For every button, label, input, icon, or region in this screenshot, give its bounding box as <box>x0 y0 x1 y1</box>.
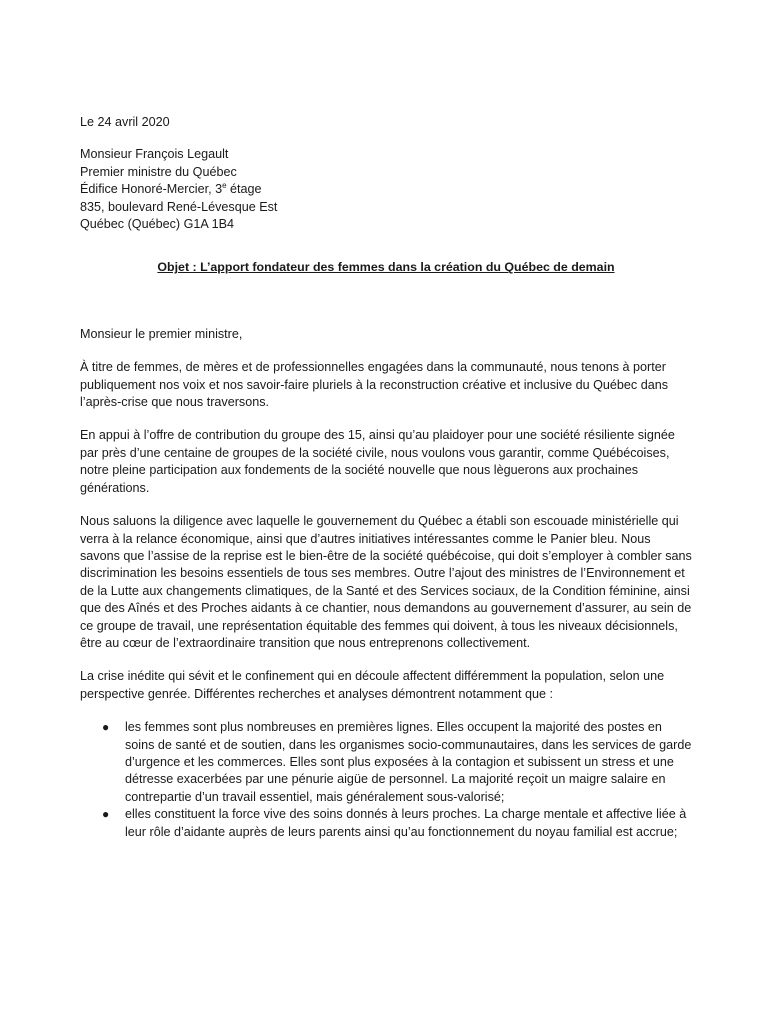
recipient-city: Québec (Québec) G1A 1B4 <box>80 217 235 232</box>
letter-date: Le 24 avril 2020 <box>80 115 170 129</box>
list-item-text: les femmes sont plus nombreuses en premières lignes. Elles occupent la majorité des postes en soins de santé et de soutien, dans les organismes socio-communautaires, dans les services de garde d’urgence et les commerces. Elles sont plus exposées à la contagion et subissent un stress et une détresse exacerbées par une pénurie aigüe de personnel. La majorité reçoit un maigre salaire en contrepartie d’un travail essentiel, mais généralement sous-valorisé; <box>125 720 692 804</box>
recipient-address <box>80 146 692 233</box>
recipient-name: Monsieur François Legault <box>80 147 229 162</box>
list-item <box>102 719 692 806</box>
floor-superscript: e <box>222 181 227 191</box>
bullet-icon: ● <box>102 807 110 822</box>
findings-list <box>80 719 692 841</box>
paragraph-intro: À titre de femmes, de mères et de professionnelles engagées dans la communauté, nous tenons à porter publiquement nos voix et nos savoir-faire pluriels à la reconstruction créative et inclusive du Québec dans l’après-crise que nous traversons. <box>80 360 669 410</box>
recipient-floor-text: étage <box>226 182 262 197</box>
letter-subject: Objet : L’apport fondateur des femmes dans la création du Québec de demain <box>157 260 615 275</box>
paragraph-crisis: La crise inédite qui sévit et le confinement qui en découle affectent différemment la population, selon une perspective genrée. Différentes recherches et analyses démontrent notamment que : <box>80 669 665 701</box>
paragraph-government: Nous saluons la diligence avec laquelle le gouvernement du Québec a établi son escouade ministérielle qui verra à la relance économique, ainsi que d’autres initiatives intéressantes comme le Panier bleu. Nous savons que l’assise de la reprise est le bien-être de la société québécoise, qui doit s’employer à combler sans discrimination les besoins essentiels de tous ses membres. Outre l’ajout des ministres de l’Environnement et de la Lutte aux changements climatiques, de la Santé et des Services sociaux, de la Condition féminine, ainsi que des Aînés et des Proches aidants à ce chantier, nous demandons au gouvernement d’assurer, au sein de ce groupe de travail, une représentation équitable des femmes qui doivent, à tous les niveaux décisionnels, être au cœur de l’extraordinaire transition que nous entreprenons collectivement. <box>80 514 692 650</box>
paragraph-support: En appui à l’offre de contribution du groupe des 15, ainsi qu’au plaidoyer pour une société résiliente signée par près d’une centaine de groupes de la société civile, nous voulons vous garantir, comme Québécoises, notre pleine participation aux fondements de la société nouvelle que nous lèguerons aux prochaines générations. <box>80 428 675 495</box>
recipient-street: 835, boulevard René-Lévesque Est <box>80 199 278 214</box>
recipient-title: Premier ministre du Québec <box>80 164 237 179</box>
list-item <box>102 806 692 841</box>
letter-page <box>80 114 692 841</box>
list-item-text: elles constituent la force vive des soins donnés à leurs proches. La charge mentale et affective liée à leur rôle d’aidante auprès de leurs parents ainsi qu’au fonctionnement du noyau familial est accrue; <box>125 807 687 839</box>
letter-salutation: Monsieur le premier ministre, <box>80 326 243 341</box>
bullet-icon: ● <box>102 720 110 735</box>
recipient-building <box>80 181 692 198</box>
recipient-building-text: Édifice Honoré-Mercier, 3 <box>80 182 223 197</box>
